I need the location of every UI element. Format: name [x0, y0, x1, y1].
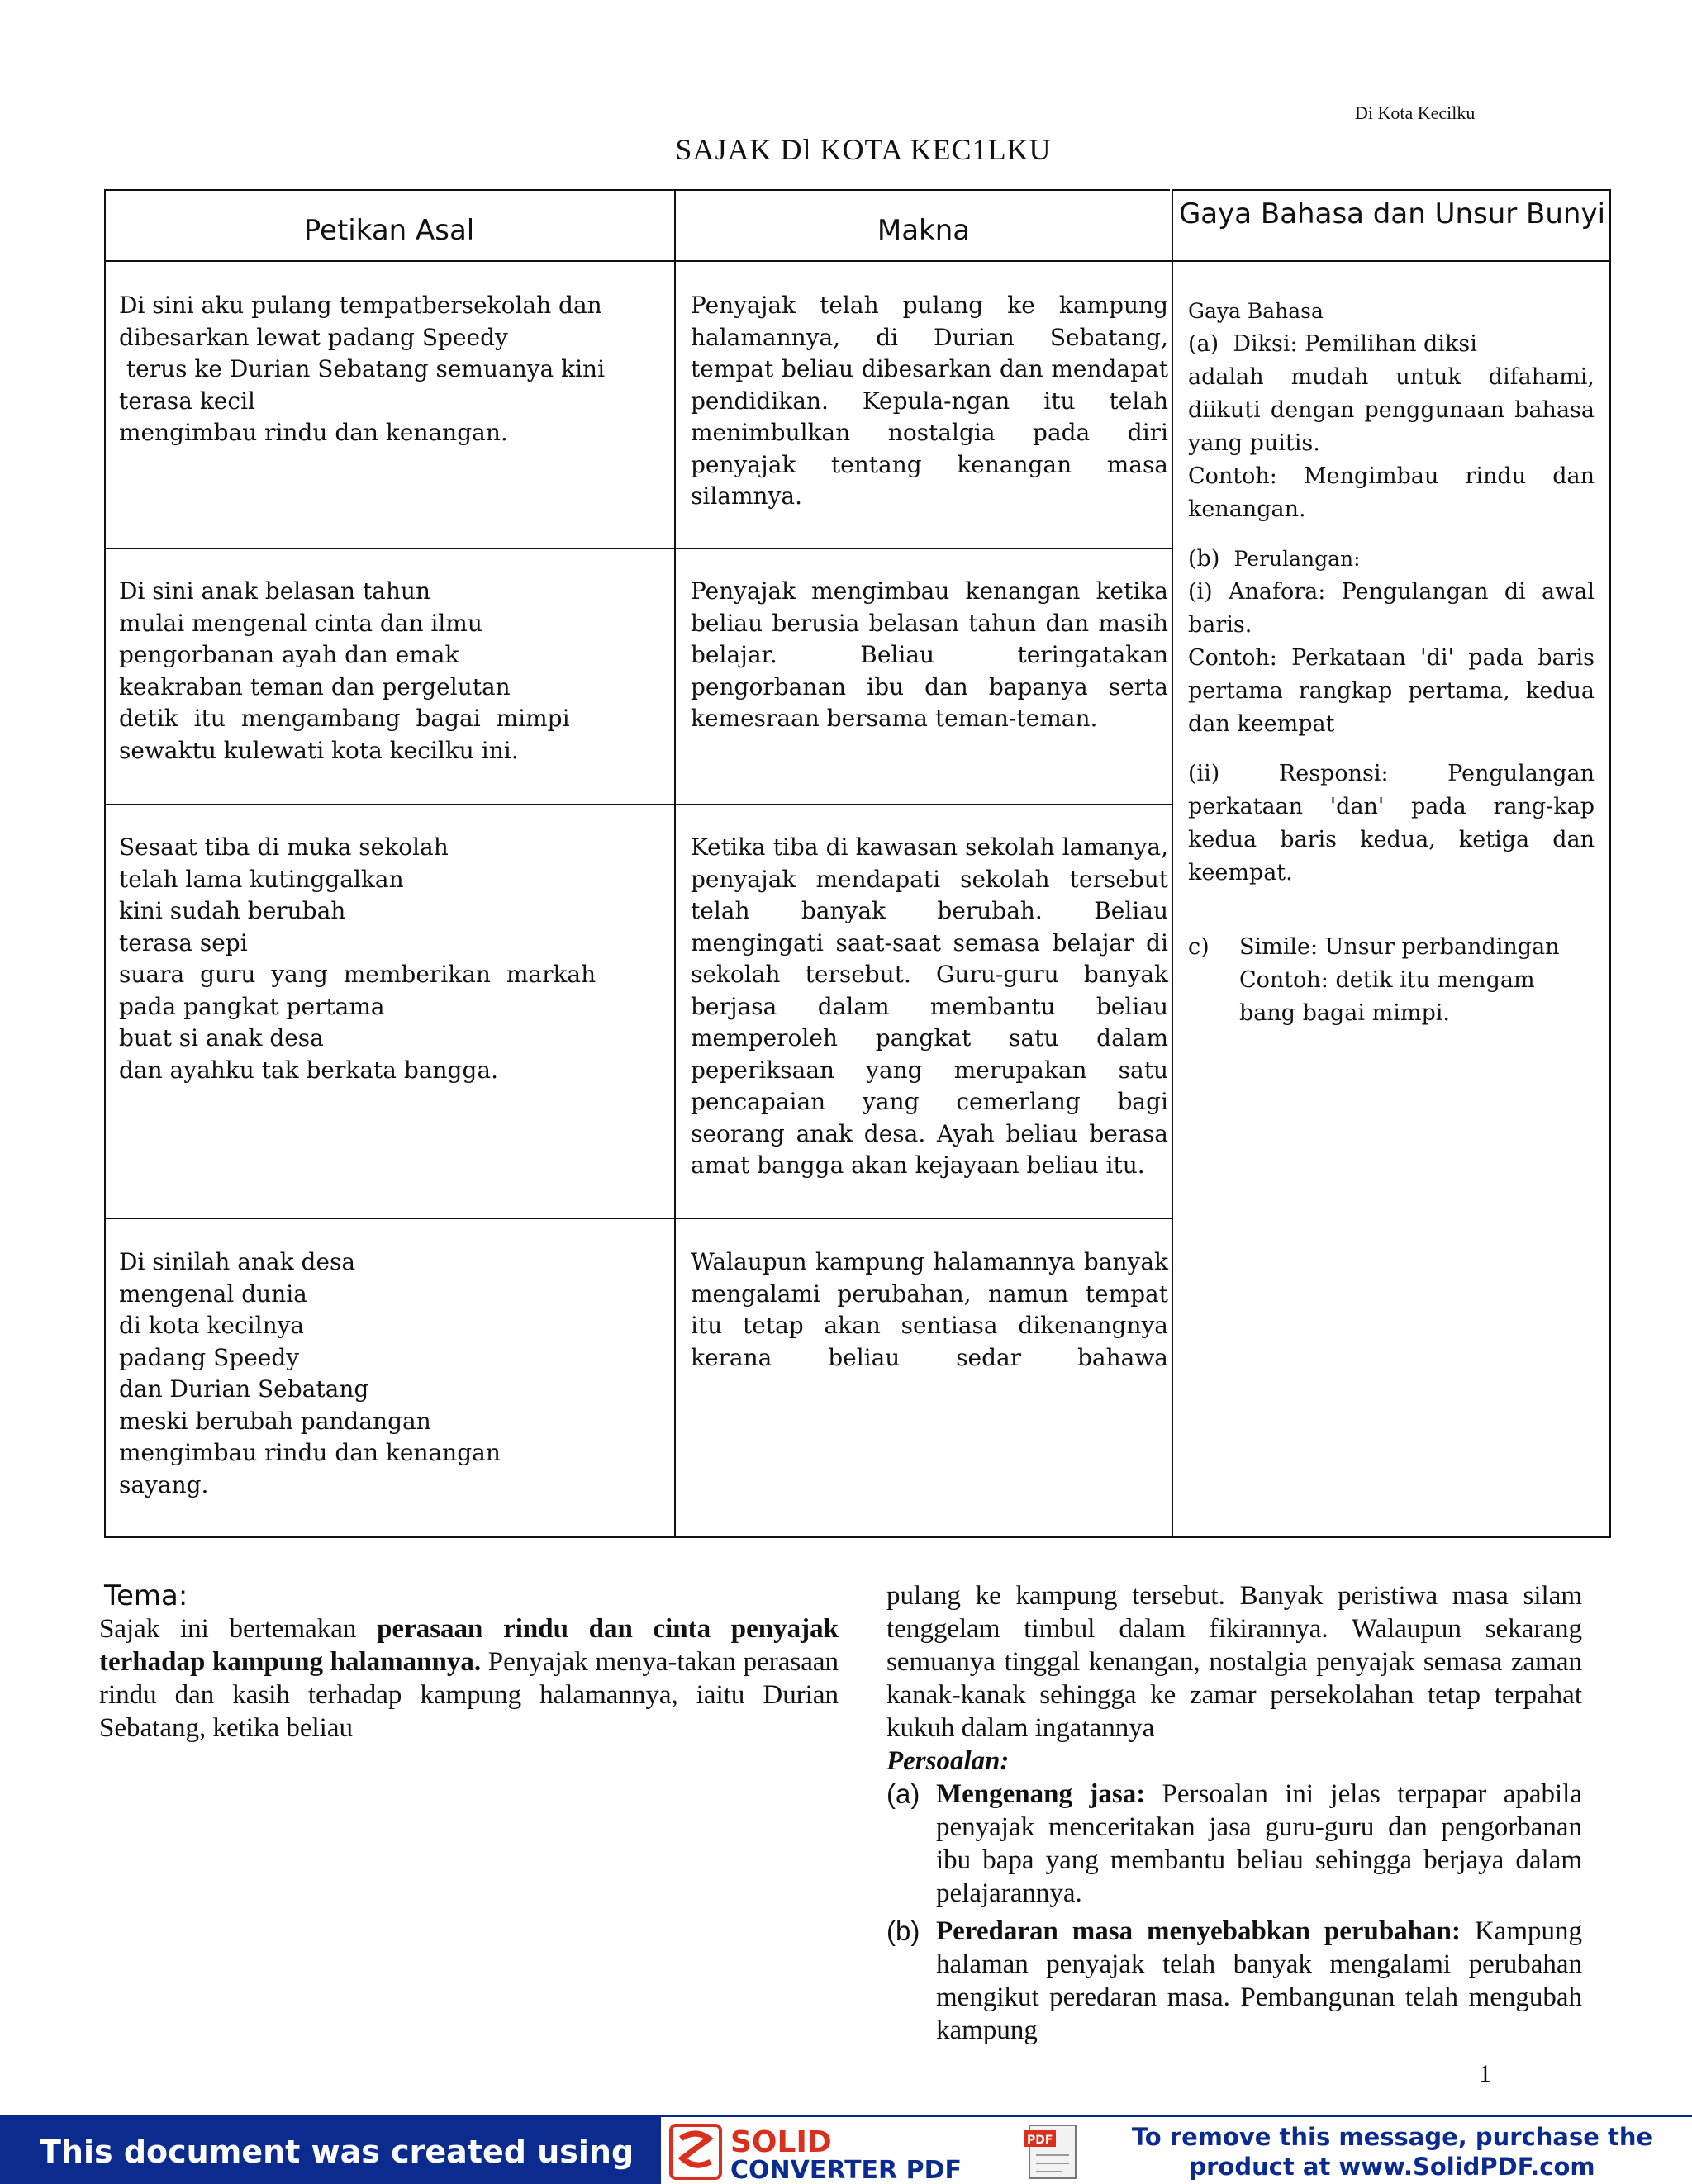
row1-petikan: Di sini aku pulang tempatbersekolah dan dibesarkan lewat padang Speedy terus ke Durian Sebatang semuanya kini terasa kecil mengimbau rindu dan kenangan. [119, 292, 612, 446]
page-number: 1 [1479, 2060, 1491, 2087]
running-header: Di Kota Kecilku [1355, 102, 1476, 123]
document-title: SAJAK Dl KOTA KEC1LKU [675, 133, 1052, 166]
persoalan-item-a: (a) Mengenang jasa: Persoalan ini jelas terpapar apabila penyajak menceritakan jasa guru-guru dan pengorbanan ibu bapa yang membantu beliau sehingga berjaya dalam pelajarannya. [886, 1778, 1582, 1908]
tema-paragraph: Sajak ini bertemakan perasaan rindu dan cinta penyajak terhadap kampung halamannya. Penyajak menya-takan perasaan rindu dan kasih terhadap kampung halamannya, iaitu Durian Sebatang, ketika beliau [99, 1614, 839, 1743]
tema-label: Tema: [104, 1579, 188, 1612]
gaya-a-text: adalah mudah untuk difahami, diikuti dengan penggunaan bahasa yang puitis. [1188, 364, 1595, 456]
poem-analysis-table [104, 189, 1611, 1538]
row2-makna: Penyajak mengimbau kenangan ketika beliau berusia belasan tahun dan masih belajar. Beliau teringatakan pengorbanan ibu dan bapanya serta kemesraan bersama teman-teman. [691, 577, 1168, 732]
watermark-banner [0, 2115, 1692, 2184]
persoalan-label: Persoalan: [886, 1746, 1010, 1776]
gaya-c-label: c) [1188, 934, 1210, 960]
persoalan-list [886, 1778, 1582, 2047]
solid-converter-logo-icon [666, 2120, 1096, 2183]
tema-paragraph-continued: pulang ke kampung tersebut. Banyak peristiwa masa silam tenggelam timbul dalam fikirannya. Walaupun sekarang semuanya tinggal kenangan, nostalgia penyajak semasa zaman kanak-kanak sehingga ke zamar persekolahan tetap terpahat kukuh dalam ingatannya [886, 1581, 1582, 1743]
gaya-b-ii: (ii) Responsi: Pengulangan perkataan 'dan' pada rang-kap kedua baris kedua, ketiga dan keempat. [1188, 761, 1595, 885]
gaya-bahasa-column [1188, 295, 1595, 1030]
header-gaya-bahasa: Gaya Bahasa dan Unsur Bunyi [1178, 197, 1606, 230]
svg-text:SOLID: SOLID [730, 2125, 832, 2159]
row4-makna: Walaupun kampung halamannya banyak mengalami perubahan, namun tempat itu tetap akan sentiasa dikenangnya kerana beliau sedar bahawa [691, 1248, 1168, 1371]
gaya-c-title: Simile: Unsur perbandingan [1239, 934, 1560, 960]
header-petikan-asal: Petikan Asal [303, 214, 475, 247]
gaya-b-i: (i) Anafora: Pengulangan di awal baris. [1188, 579, 1595, 638]
row3-petikan: Sesaat tiba di muka sekolah telah lama kutinggalkan kini sudah berubah terasa sepi suara guru yang memberikan markah pada pangkat pertama buat si anak desa dan ayahku tak berkata bangga. [119, 833, 596, 1084]
gaya-b-label: (b) [1188, 546, 1220, 572]
solid-converter-logo [666, 2120, 1096, 2183]
header-makna: Makna [877, 214, 971, 247]
row4-petikan: Di sinilah anak desa mengenal dunia di kota kecilnya padang Speedy dan Durian Sebatang meski berubah pandangan mengimbau rindu dan kenangan sayang. [119, 1248, 501, 1498]
row2-petikan: Di sini anak belasan tahun mulai mengenal cinta dan ilmu pengorbanan ayah dan emak keakraban teman dan pergelutan detik itu mengambang bagai mimpi sewaktu kulewati kota kecilku ini. [119, 577, 570, 764]
solidpdf-link[interactable]: www.SolidPDF.com [1338, 2153, 1595, 2181]
gaya-b-i-example: Contoh: Perkataan 'di' pada baris pertama rangkap pertama, kedua dan keempat [1188, 645, 1595, 737]
row3-makna: Ketika tiba di kawasan sekolah lamanya, penyajak mendapati sekolah tersebut telah banyak berubah. Beliau mengingati saat-saat semasa belajar di sekolah tersebut. Guru-guru banyak berjasa dalam membantu beliau memperoleh pangkat satu dalam peperiksaan yang merupakan satu pencapaian yang cemerlang bagi seorang anak desa. Ayah beliau berasa amat bangga akan kejayaan beliau itu. [691, 833, 1168, 1179]
persoalan-item-b: (b) Peredaran masa menyebabkan perubahan: Kampung halaman penyajak telah banyak mengalami perubahan mengikut peredaran masa. Pembangunan telah mengubah kampung [886, 1916, 1582, 2045]
svg-text:CONVERTER PDF: CONVERTER PDF [730, 2156, 962, 2183]
gaya-c-example: Contoh: detik itu mengam bang bagai mimpi. [1239, 967, 1535, 1026]
gaya-heading: Gaya Bahasa [1188, 299, 1324, 323]
gaya-a-title: Diksi: Pemilihan diksi [1233, 331, 1477, 357]
gaya-a-label: (a) [1188, 331, 1219, 357]
banner-right-text: To remove this message, purchase the product at www.SolidPDF.com [1131, 2123, 1653, 2181]
svg-text:PDF: PDF [1027, 2134, 1053, 2147]
gaya-b-title: Perulangan: [1233, 547, 1361, 571]
gaya-a-example: Contoh: Mengimbau rindu dan kenangan. [1188, 463, 1595, 522]
row1-makna: Penyajak telah pulang ke kampung halamannya, di Durian Sebatang, tempat beliau dibesarkan dan mendapat pendidikan. Kepula-ngan itu telah menimbulkan nostalgia pada diri penyajak tentang kenangan masa silamnya. [691, 292, 1168, 510]
banner-left-text: This document was created using [0, 2117, 661, 2184]
